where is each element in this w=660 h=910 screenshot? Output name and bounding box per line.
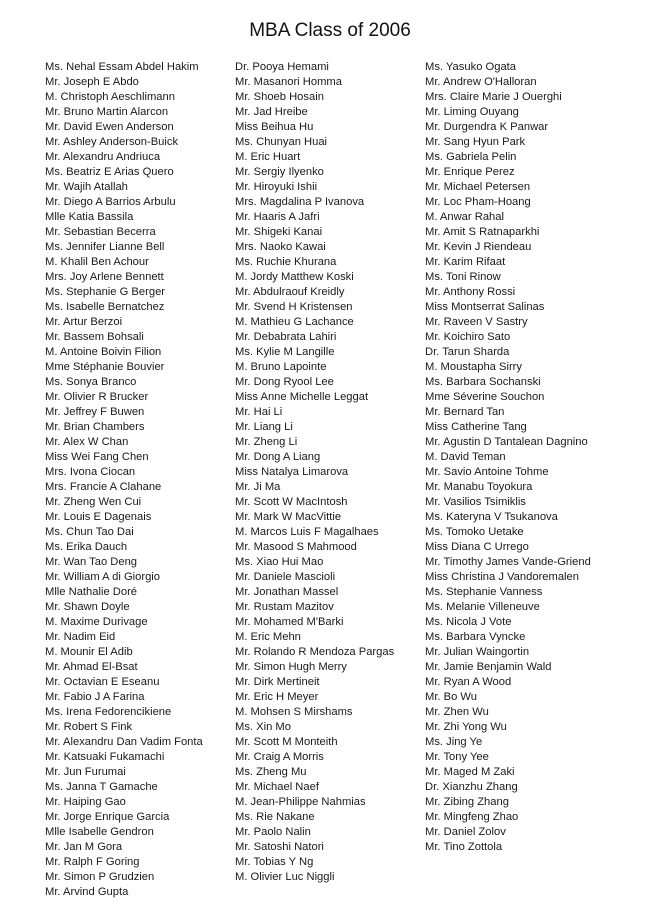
- name-entry: Dr. Tarun Sharda: [425, 346, 510, 358]
- name-entry: Mr. Debabrata Lahiri: [235, 331, 337, 343]
- name-entry: Mr. Dong Ryool Lee: [235, 376, 334, 388]
- name-entry: Ms. Janna T Gamache: [45, 781, 158, 793]
- name-entry: Mr. Craig A Morris: [235, 751, 324, 763]
- name-entry: Mr. Louis E Dagenais: [45, 511, 152, 523]
- name-entry: Ms. Jing Ye: [425, 736, 483, 748]
- name-entry: Mr. Julian Waingortin: [425, 646, 530, 658]
- name-entry: Mr. Alexandru Dan Vadim Fonta: [45, 736, 203, 748]
- name-entry: Ms. Erika Dauch: [45, 541, 128, 553]
- name-entry: Ms. Chunyan Huai: [235, 136, 328, 148]
- name-entry: Mr. Maged M Zaki: [425, 766, 515, 778]
- name-entry: Mr. Zheng Wen Cui: [45, 496, 142, 508]
- name-entry: Mr. Simon Hugh Merry: [235, 661, 347, 673]
- name-entry: Mr. Rolando R Mendoza Pargas: [235, 646, 395, 658]
- name-entry: Ms. Xin Mo: [235, 721, 291, 733]
- name-entry: Mlle Nathalie Doré: [45, 586, 138, 598]
- name-entry: Mr. Tobias Y Ng: [235, 856, 314, 868]
- name-entry: Mr. Andrew O'Halloran: [425, 76, 537, 88]
- name-entry: Mr. Tino Zottola: [425, 841, 503, 853]
- name-entry: Mr. Liang Li: [235, 421, 293, 433]
- name-entry: Ms. Toni Rinow: [425, 271, 501, 283]
- name-entry: Ms. Melanie Villeneuve: [425, 601, 540, 613]
- name-entry: Mr. Masood S Mahmood: [235, 541, 357, 553]
- name-entry: Mr. Michael Petersen: [425, 181, 531, 193]
- name-entry: Mr. Fabio J A Farina: [45, 691, 145, 703]
- name-entry: Mr. Mingfeng Zhao: [425, 811, 519, 823]
- name-entry: Mr. Wan Tao Deng: [45, 556, 138, 568]
- name-entry: Mlle Isabelle Gendron: [45, 826, 154, 838]
- name-entry: Mr. Brian Chambers: [45, 421, 145, 433]
- name-entry: Ms. Chun Tao Dai: [45, 526, 134, 538]
- name-entry: Mr. Manabu Toyokura: [425, 481, 533, 493]
- name-entry: Mr. Kevin J Riendeau: [425, 241, 532, 253]
- name-entry: M. Olivier Luc Niggli: [235, 871, 335, 883]
- name-entry: M. Jordy Matthew Koski: [235, 271, 354, 283]
- name-entry: Mr. Zhi Yong Wu: [425, 721, 507, 733]
- name-entry: Mr. Olivier R Brucker: [45, 391, 149, 403]
- name-entry: Mr. Satoshi Natori: [235, 841, 324, 853]
- name-entry: Mr. Koichiro Sato: [425, 331, 511, 343]
- name-entry: Mr. Timothy James Vande-Griend: [425, 556, 591, 568]
- name-entry: Ms. Yasuko Ogata: [425, 61, 516, 73]
- name-entry: Mr. Zibing Zhang: [425, 796, 509, 808]
- name-entry: Ms. Nehal Essam Abdel Hakim: [45, 61, 199, 73]
- name-entry: Mr. Michael Naef: [235, 781, 319, 793]
- name-entry: Mr. Haaris A Jafri: [235, 211, 320, 223]
- name-entry: Mr. Jorge Enrique Garcia: [45, 811, 170, 823]
- name-entry: Mr. Anthony Rossi: [425, 286, 516, 298]
- name-entry: M. Moustapha Sirry: [425, 361, 522, 373]
- name-entry: Mr. Jamie Benjamin Wald: [425, 661, 552, 673]
- name-entry: Mr. Raveen V Sastry: [425, 316, 528, 328]
- name-entry: M. Christoph Aeschlimann: [45, 91, 175, 103]
- name-entry: M. Antoine Boivin Filion: [45, 346, 162, 358]
- name-entry: Ms. Zheng Mu: [235, 766, 307, 778]
- name-entry: M. Eric Mehn: [235, 631, 301, 643]
- name-entry: Ms. Isabelle Bernatchez: [45, 301, 165, 313]
- name-entry: Mr. Shigeki Kanai: [235, 226, 323, 238]
- name-entry: Mr. Enrique Perez: [425, 166, 515, 178]
- name-entry: Ms. Stephanie G Berger: [45, 286, 166, 298]
- name-entry: Mr. Tony Yee: [425, 751, 489, 763]
- name-entry: Mr. Robert S Fink: [45, 721, 133, 733]
- name-entry: Mr. Daniele Mascioli: [235, 571, 336, 583]
- name-entry: Mr. Wajih Atallah: [45, 181, 128, 193]
- name-entry: Ms. Xiao Hui Mao: [235, 556, 324, 568]
- name-entry: Mr. Rustam Mazitov: [235, 601, 334, 613]
- name-entry: Mr. Eric H Meyer: [235, 691, 319, 703]
- name-entry: Mr. Jad Hreibe: [235, 106, 308, 118]
- name-entry: Mr. Paolo Nalin: [235, 826, 311, 838]
- name-entry: Mr. Arvind Gupta: [45, 886, 129, 898]
- name-entry: Miss Natalya Limarova: [235, 466, 349, 478]
- name-entry: Mr. Abdulraouf Kreidly: [235, 286, 345, 298]
- name-entry: M. Mounir El Adib: [45, 646, 133, 658]
- name-entry: Mr. Mohamed M'Barki: [235, 616, 344, 628]
- name-entry: Mr. Octavian E Eseanu: [45, 676, 160, 688]
- name-entry: Mr. Jeffrey F Buwen: [45, 406, 145, 418]
- name-entry: Mr. Savio Antoine Tohme: [425, 466, 549, 478]
- name-entry: Mr. Artur Berzoi: [45, 316, 123, 328]
- name-entry: Mr. Ahmad El-Bsat: [45, 661, 138, 673]
- name-entry: Mr. Scott W MacIntosh: [235, 496, 348, 508]
- name-entry: Mr. Bernard Tan: [425, 406, 505, 418]
- name-entry: Mr. Amit S Ratnaparkhi: [425, 226, 540, 238]
- name-entry: Dr. Xianzhu Zhang: [425, 781, 518, 793]
- name-entry: Ms. Gabriela Pelin: [425, 151, 517, 163]
- name-entry: Mr. Dong A Liang: [235, 451, 321, 463]
- name-entry: Mr. Hai Li: [235, 406, 283, 418]
- name-entry: Mr. Jonathan Massel: [235, 586, 339, 598]
- name-entry: Mr. Ralph F Goring: [45, 856, 140, 868]
- name-entry: Miss Diana C Urrego: [425, 541, 529, 553]
- name-entry: Mr. Diego A Barrios Arbulu: [45, 196, 176, 208]
- name-entry: M. Jean-Philippe Nahmias: [235, 796, 366, 808]
- name-entry: Mr. Nadim Eid: [45, 631, 116, 643]
- name-entry: Ms. Tomoko Uetake: [425, 526, 524, 538]
- name-entry: M. Mohsen S Mirshams: [235, 706, 353, 718]
- name-entry: Mr. Shoeb Hosain: [235, 91, 324, 103]
- name-entry: Ms. Barbara Vyncke: [425, 631, 526, 643]
- name-entry: Mr. Hiroyuki Ishii: [235, 181, 318, 193]
- name-entry: Ms. Jennifer Lianne Bell: [45, 241, 165, 253]
- name-entry: Mrs. Ivona Ciocan: [45, 466, 136, 478]
- name-entry: Ms. Barbara Sochanski: [425, 376, 541, 388]
- name-entry: M. David Teman: [425, 451, 506, 463]
- name-entry: Mr. Mark W MacVittie: [235, 511, 342, 523]
- name-entry: Mr. Jan M Gora: [45, 841, 123, 853]
- name-entry: Mrs. Magdalina P Ivanova: [235, 196, 365, 208]
- name-entry: Mr. Simon P Grudzien: [45, 871, 155, 883]
- name-entry: Mr. Sebastian Becerra: [45, 226, 156, 238]
- name-entry: Mme Séverine Souchon: [425, 391, 545, 403]
- name-entry: Mr. Liming Ouyang: [425, 106, 519, 118]
- name-entry: Mr. David Ewen Anderson: [45, 121, 174, 133]
- name-entry: Ms. Kateryna V Tsukanova: [425, 511, 558, 523]
- name-entry: Mr. Daniel Zolov: [425, 826, 506, 838]
- name-entry: Mr. Zhen Wu: [425, 706, 489, 718]
- page-title: MBA Class of 2006: [249, 20, 411, 41]
- name-entry: Mrs. Francie A Clahane: [45, 481, 162, 493]
- name-entry: Mr. Masanori Homma: [235, 76, 342, 88]
- name-entry: Mr. Ashley Anderson-Buick: [45, 136, 179, 148]
- name-entry: Dr. Pooya Hemami: [235, 61, 329, 73]
- name-entry: M. Maxime Durivage: [45, 616, 148, 628]
- name-entry: Miss Montserrat Salinas: [425, 301, 545, 313]
- name-entry: Mr. Sang Hyun Park: [425, 136, 526, 148]
- name-entry: Mr. Zheng Li: [235, 436, 298, 448]
- name-entry: Mr. Shawn Doyle: [45, 601, 130, 613]
- name-entry: Mme Stéphanie Bouvier: [45, 361, 165, 373]
- name-entry: Mr. William A di Giorgio: [45, 571, 161, 583]
- name-entry: M. Mathieu G Lachance: [235, 316, 354, 328]
- name-entry: Mr. Scott M Monteith: [235, 736, 338, 748]
- name-entry: Mr. Ji Ma: [235, 481, 281, 493]
- name-entry: Ms. Irena Fedorencikiene: [45, 706, 172, 718]
- name-entry: Mr. Alex W Chan: [45, 436, 129, 448]
- name-entry: Mr. Loc Pham-Hoang: [425, 196, 531, 208]
- name-entry: M. Anwar Rahal: [425, 211, 504, 223]
- name-entry: M. Bruno Lapointe: [235, 361, 327, 373]
- name-entry: Ms. Rie Nakane: [235, 811, 315, 823]
- name-entry: Ms. Kylie M Langille: [235, 346, 335, 358]
- name-column-1: [45, 60, 203, 900]
- name-entry: Ms. Ruchie Khurana: [235, 256, 337, 268]
- name-column-2: [235, 60, 394, 885]
- name-entry: Mrs. Joy Arlene Bennett: [45, 271, 164, 283]
- name-entry: Ms. Nicola J Vote: [425, 616, 512, 628]
- name-entry: Mr. Svend H Kristensen: [235, 301, 353, 313]
- name-entry: Miss Anne Michelle Leggat: [235, 391, 369, 403]
- name-entry: Mr. Haiping Gao: [45, 796, 126, 808]
- name-entry: Mr. Joseph E Abdo: [45, 76, 139, 88]
- name-entry: Mr. Alexandru Andriuca: [45, 151, 161, 163]
- name-entry: Mr. Jun Furumai: [45, 766, 126, 778]
- name-entry: Mr. Dirk Mertineit: [235, 676, 320, 688]
- name-entry: Miss Catherine Tang: [425, 421, 527, 433]
- name-entry: Ms. Sonya Branco: [45, 376, 137, 388]
- name-entry: M. Khalil Ben Achour: [45, 256, 149, 268]
- name-entry: M. Eric Huart: [235, 151, 301, 163]
- name-entry: Miss Beihua Hu: [235, 121, 314, 133]
- name-entry: M. Marcos Luis F Magalhaes: [235, 526, 379, 538]
- name-entry: Mrs. Naoko Kawai: [235, 241, 326, 253]
- name-entry: Mrs. Claire Marie J Ouerghi: [425, 91, 562, 103]
- name-entry: Mr. Karim Rifaat: [425, 256, 506, 268]
- name-entry: Mr. Vasilios Tsimiklis: [425, 496, 526, 508]
- name-entry: Mr. Bruno Martin Alarcon: [45, 106, 169, 118]
- name-entry: Miss Wei Fang Chen: [45, 451, 149, 463]
- name-entry: Mr. Durgendra K Panwar: [425, 121, 549, 133]
- name-column-3: [425, 60, 591, 855]
- name-entry: Mr. Agustin D Tantalean Dagnino: [425, 436, 588, 448]
- name-entry: Ms. Stephanie Vanness: [425, 586, 543, 598]
- name-entry: Ms. Beatriz E Arias Quero: [45, 166, 174, 178]
- name-entry: Mlle Katia Bassila: [45, 211, 134, 223]
- name-entry: Mr. Katsuaki Fukamachi: [45, 751, 165, 763]
- name-entry: Mr. Bassem Bohsali: [45, 331, 144, 343]
- name-entry: Mr. Bo Wu: [425, 691, 478, 703]
- name-entry: Mr. Sergiy Ilyenko: [235, 166, 324, 178]
- name-entry: Mr. Ryan A Wood: [425, 676, 512, 688]
- name-entry: Miss Christina J Vandoremalen: [425, 571, 579, 583]
